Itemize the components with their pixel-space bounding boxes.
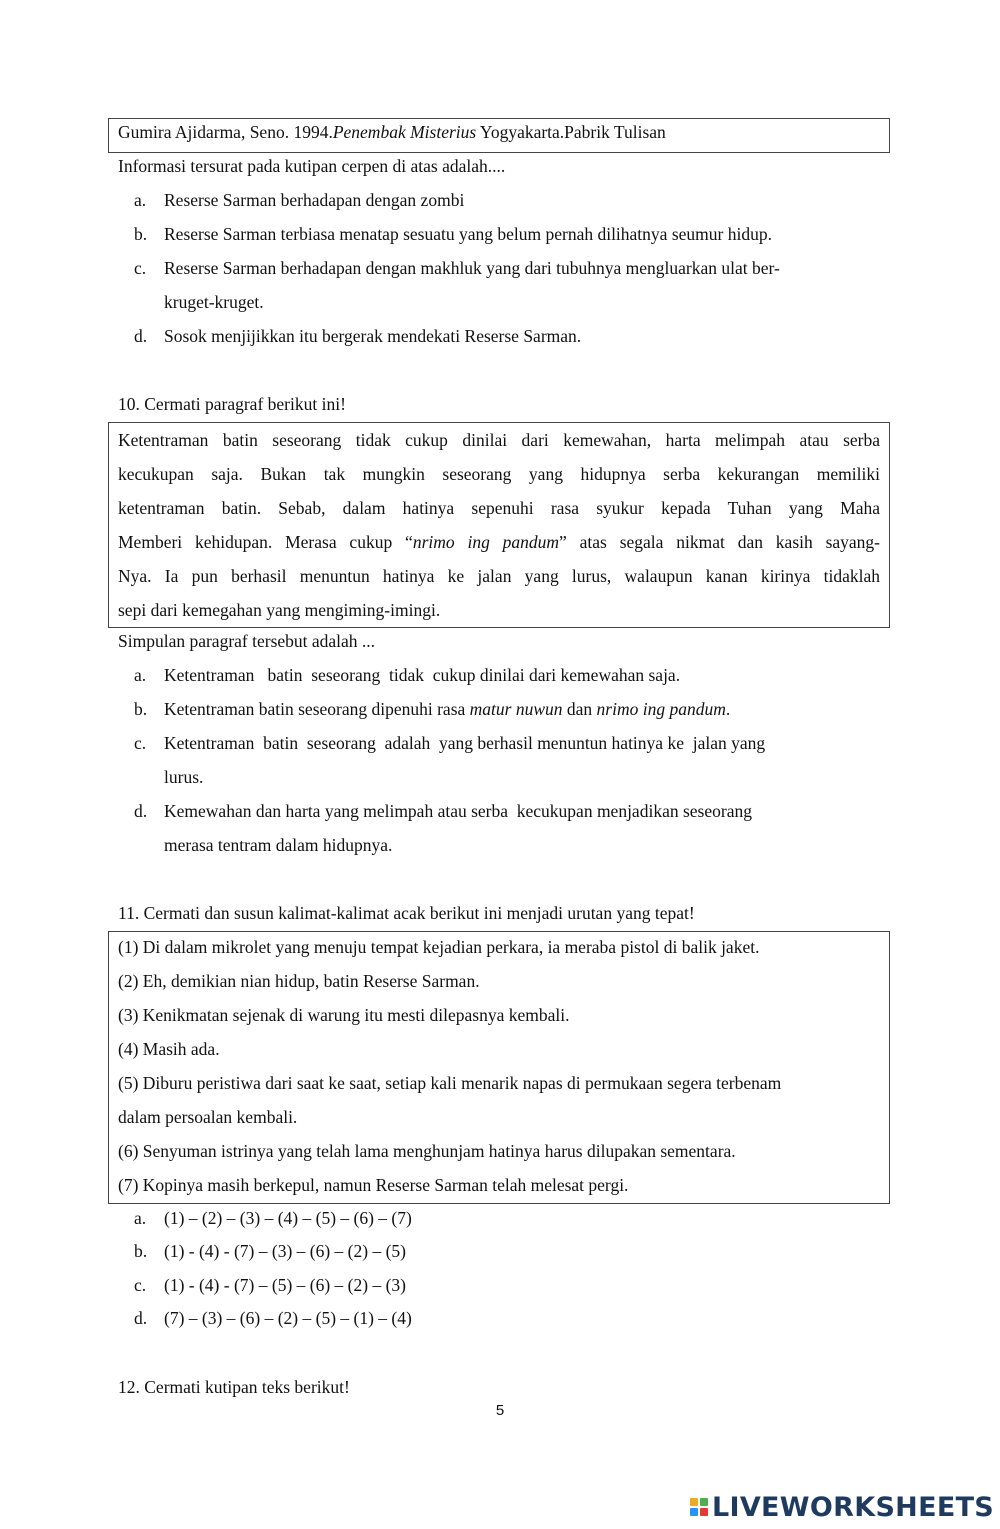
option-text: dan: [562, 699, 597, 719]
q9-option-b[interactable]: [134, 224, 772, 244]
q10-para-line: sepi dari kemegahan yang mengiming-imingi.: [118, 600, 441, 620]
option-letter: a.: [134, 190, 147, 210]
citation-title: Penembak Misterius: [332, 122, 477, 142]
option-letter: d.: [134, 1308, 148, 1328]
option-letter: b.: [134, 224, 148, 244]
q10-para-line: Ketentraman batin seseorang tidak cukup dinilai dari kemewahan, harta melimpah atau serba: [118, 430, 880, 450]
para-text: ” atas segala nikmat dan kasih sayang-: [559, 532, 880, 552]
q11-sentence: (3) Kenikmatan sejenak di warung itu mesti dilepasnya kembali.: [118, 1005, 570, 1025]
option-letter: d.: [134, 326, 148, 346]
option-text: (1) - (4) - (7) – (5) – (6) – (2) – (3): [164, 1275, 406, 1295]
q11-sentence: (2) Eh, demikian nian hidup, batin Reserse Sarman.: [118, 971, 480, 991]
q11-option-c[interactable]: [134, 1275, 406, 1295]
q10-para-line: [118, 527, 880, 561]
liveworksheets-logo: [690, 1490, 994, 1524]
q9-option-c-continued: kruget-kruget.: [164, 292, 264, 312]
q11-sentence: (4) Masih ada.: [118, 1039, 220, 1059]
q9-prompt: Informasi tersurat pada kutipan cerpen di atas adalah....: [118, 156, 506, 176]
option-text: (7) – (3) – (6) – (2) – (5) – (1) – (4): [164, 1308, 412, 1328]
option-letter: a.: [134, 665, 147, 685]
brand-squares-icon: [690, 1498, 708, 1516]
brand-name: LIVEWORKSHEETS: [712, 1491, 995, 1523]
q11-option-b[interactable]: [134, 1241, 406, 1261]
q11-sentences-box: [108, 931, 890, 1204]
q11-sentence: (7) Kopinya masih berkepul, namun Reserse Sarman telah melesat pergi.: [118, 1175, 629, 1195]
option-letter: c.: [134, 733, 147, 753]
option-text: (1) - (4) - (7) – (3) – (6) – (2) – (5): [164, 1241, 406, 1261]
brand-square: [690, 1498, 698, 1506]
option-text: Reserse Sarman terbiasa menatap sesuatu yang belum pernah dilihatnya seumur hidup.: [164, 224, 772, 244]
option-letter: d.: [134, 801, 148, 821]
page-number: 5: [495, 1402, 505, 1419]
q9-option-a[interactable]: [134, 190, 464, 210]
q12-heading: 12. Cermati kutipan teks berikut!: [118, 1377, 350, 1397]
q10-option-b[interactable]: [134, 699, 730, 719]
q10-para-line: Nya. Ia pun berhasil menuntun hatinya ke jalan yang lurus, walaupun kanan kirinya tidaklah: [118, 566, 880, 586]
option-letter: b.: [134, 1241, 148, 1261]
q9-option-c[interactable]: [134, 258, 780, 278]
q10-prompt: Simpulan paragraf tersebut adalah ...: [118, 631, 376, 651]
citation-publisher: Yogyakarta.Pabrik Tulisan: [476, 122, 666, 142]
option-letter: c.: [134, 258, 147, 278]
q10-option-d[interactable]: [134, 801, 752, 821]
option-letter: c.: [134, 1275, 147, 1295]
q11-sentence: dalam persoalan kembali.: [118, 1107, 298, 1127]
q10-para-line: ketentraman batin. Sebab, dalam hatinya sepenuhi rasa syukur kepada Tuhan yang Maha: [118, 498, 880, 518]
brand-square: [700, 1498, 708, 1506]
option-letter: a.: [134, 1208, 147, 1228]
option-text: Ketentraman batin seseorang tidak cukup dinilai dari kemewahan saja.: [164, 665, 681, 685]
para-text: Memberi kehidupan. Merasa cukup “: [118, 532, 413, 552]
q10-option-a[interactable]: [134, 665, 680, 685]
option-text: Ketentraman batin seseorang adalah yang berhasil menuntun hatinya ke jalan yang: [164, 733, 766, 753]
citation-box: [108, 118, 890, 153]
citation-line: [118, 119, 880, 152]
option-text: Kemewahan dan harta yang melimpah atau serba kecukupan menjadikan seseorang: [164, 801, 752, 821]
q10-para-line: kecukupan saja. Bukan tak mungkin seseorang yang hidupnya serba kekurangan memiliki: [118, 464, 880, 484]
q11-heading: 11. Cermati dan susun kalimat-kalimat acak berikut ini menjadi urutan yang tepat!: [118, 903, 695, 923]
q9-option-d[interactable]: [134, 326, 581, 346]
option-letter: b.: [134, 699, 148, 719]
para-italic: nrimo ing pandum: [412, 532, 560, 552]
option-text: (1) – (2) – (3) – (4) – (5) – (6) – (7): [164, 1208, 412, 1228]
option-italic: nrimo ing pandum: [596, 699, 726, 719]
q11-option-d[interactable]: [134, 1308, 412, 1328]
option-text: Sosok menjijikkan itu bergerak mendekati Reserse Sarman.: [164, 326, 582, 346]
brand-square: [700, 1508, 708, 1516]
q10-option-c[interactable]: [134, 733, 765, 753]
option-italic: matur nuwun: [469, 699, 563, 719]
citation-author: Gumira Ajidarma, Seno. 1994.: [118, 122, 333, 142]
q11-sentence: (5) Diburu peristiwa dari saat ke saat, setiap kali menarik napas di permukaan segera terbenam: [118, 1073, 782, 1093]
q10-option-c-continued: lurus.: [164, 767, 204, 787]
q10-heading: 10. Cermati paragraf berikut ini!: [118, 394, 346, 414]
q11-sentence: (1) Di dalam mikrolet yang menuju tempat kejadian perkara, ia meraba pistol di balik jaket.: [118, 937, 760, 957]
q10-paragraph-box: [108, 422, 890, 628]
q11-sentence: (6) Senyuman istrinya yang telah lama menghunjam hatinya harus dilupakan sementara.: [118, 1141, 736, 1161]
q11-option-a[interactable]: [134, 1208, 412, 1228]
option-text: .: [725, 699, 731, 719]
option-text: Ketentraman batin seseorang dipenuhi rasa: [164, 699, 470, 719]
q10-option-d-continued: merasa tentram dalam hidupnya.: [164, 835, 393, 855]
option-text: Reserse Sarman berhadapan dengan zombi: [164, 190, 465, 210]
option-text: Reserse Sarman berhadapan dengan makhluk yang dari tubuhnya mengluarkan ulat ber-: [164, 258, 780, 278]
brand-square: [690, 1508, 698, 1516]
